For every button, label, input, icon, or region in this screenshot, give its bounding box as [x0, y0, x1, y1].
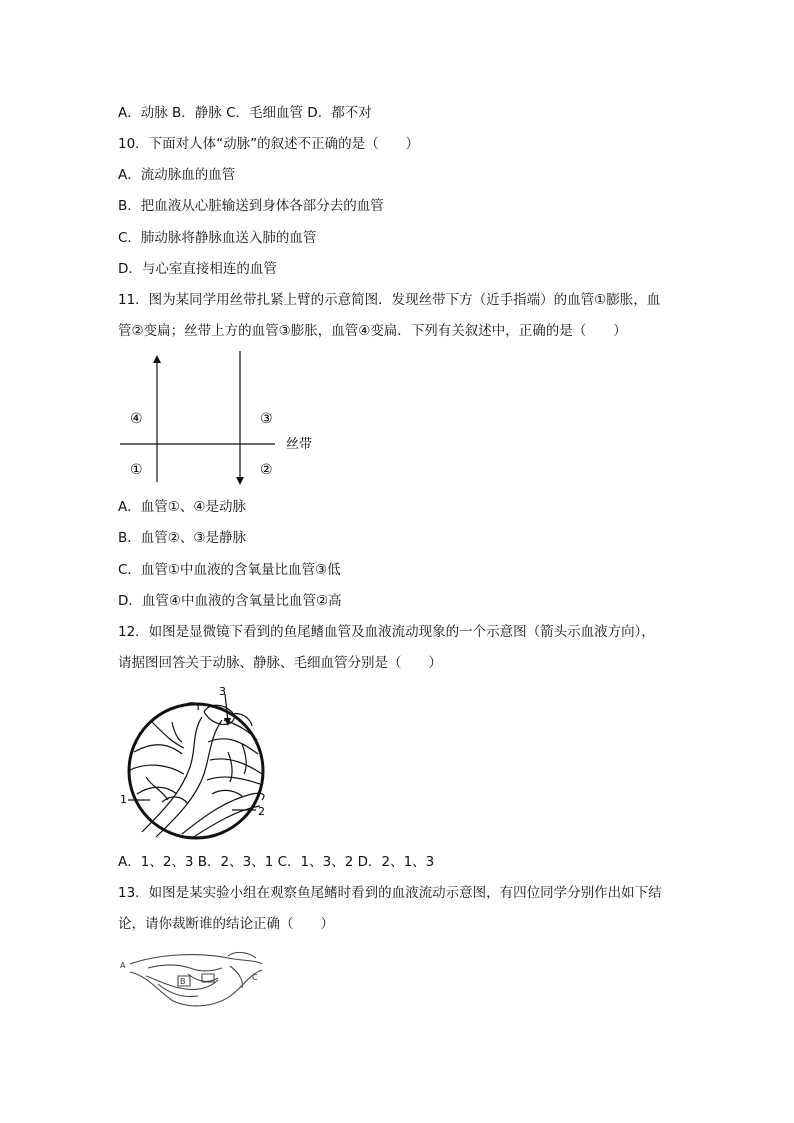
label-band: 丝带 — [286, 437, 313, 452]
q13-stem-line1: 13．如图是某实验小组在观察鱼尾鳍时看到的血液流动示意图，有四位同学分别作出如下结 — [118, 885, 662, 901]
q12-stem-line1: 12．如图是显微镜下看到的鱼尾鳍血管及血液流动现象的一个示意图（箭头示血液方向）， — [118, 624, 655, 640]
q11-option-a: A．血管①、④是动脉 — [118, 499, 246, 515]
label-b: B — [180, 977, 186, 986]
q11-stem-line2: 管②变扁；丝带上方的血管③膨胀，血管④变扁．下列有关叙述中，正确的是（ ） — [118, 323, 627, 339]
q11-figure-arm-diagram — [110, 345, 340, 495]
q11-option-d: D．血管④中血液的含氧量比血管②高 — [118, 593, 342, 609]
q11-option-b: B．血管②、③是静脉 — [118, 530, 246, 546]
label-vessel-3: ③ — [260, 411, 273, 427]
label-vessel-2: ② — [260, 462, 273, 478]
label-vessel-4: ④ — [130, 411, 143, 427]
q12-stem-line2: 请据图回答关于动脉、静脉、毛细血管分别是（ ） — [118, 655, 442, 671]
q13-stem-line2: 论，请你裁断谁的结论正确（ ） — [118, 916, 334, 932]
q11-option-c: C．血管①中血液的含氧量比血管③低 — [118, 562, 341, 578]
label-vessel-1: ① — [130, 462, 143, 478]
label-c: C — [252, 973, 258, 982]
q10-option-c: C．肺动脉将静脉血送入肺的血管 — [118, 230, 317, 246]
q12-options: A．1、2、3 B．2、3、1 C．1、3、2 D．2、1、3 — [118, 854, 435, 870]
q10-option-d: D．与心室直接相连的血管 — [118, 261, 277, 277]
label-3: 3 — [219, 685, 226, 698]
label-1: 1 — [120, 793, 127, 806]
label-a: A — [120, 961, 126, 970]
label-2: 2 — [258, 805, 265, 818]
q10-option-b: B．把血液从心脏输送到身体各部分去的血管 — [118, 198, 384, 214]
q10-stem: 10．下面对人体“动脉”的叙述不正确的是（ ） — [118, 136, 420, 152]
q9-options: A．动脉 B．静脉 C．毛细血管 D．都不对 — [118, 105, 372, 121]
q13-figure-blood-flow — [118, 946, 268, 1014]
q10-option-a: A．流动脉血的血管 — [118, 167, 236, 183]
q12-figure-fish-tail-vessels — [112, 682, 272, 850]
q11-stem-line1: 11．图为某同学用丝带扎紧上臂的示意简图．发现丝带下方（近手指端）的血管①膨胀，血 — [118, 292, 661, 308]
